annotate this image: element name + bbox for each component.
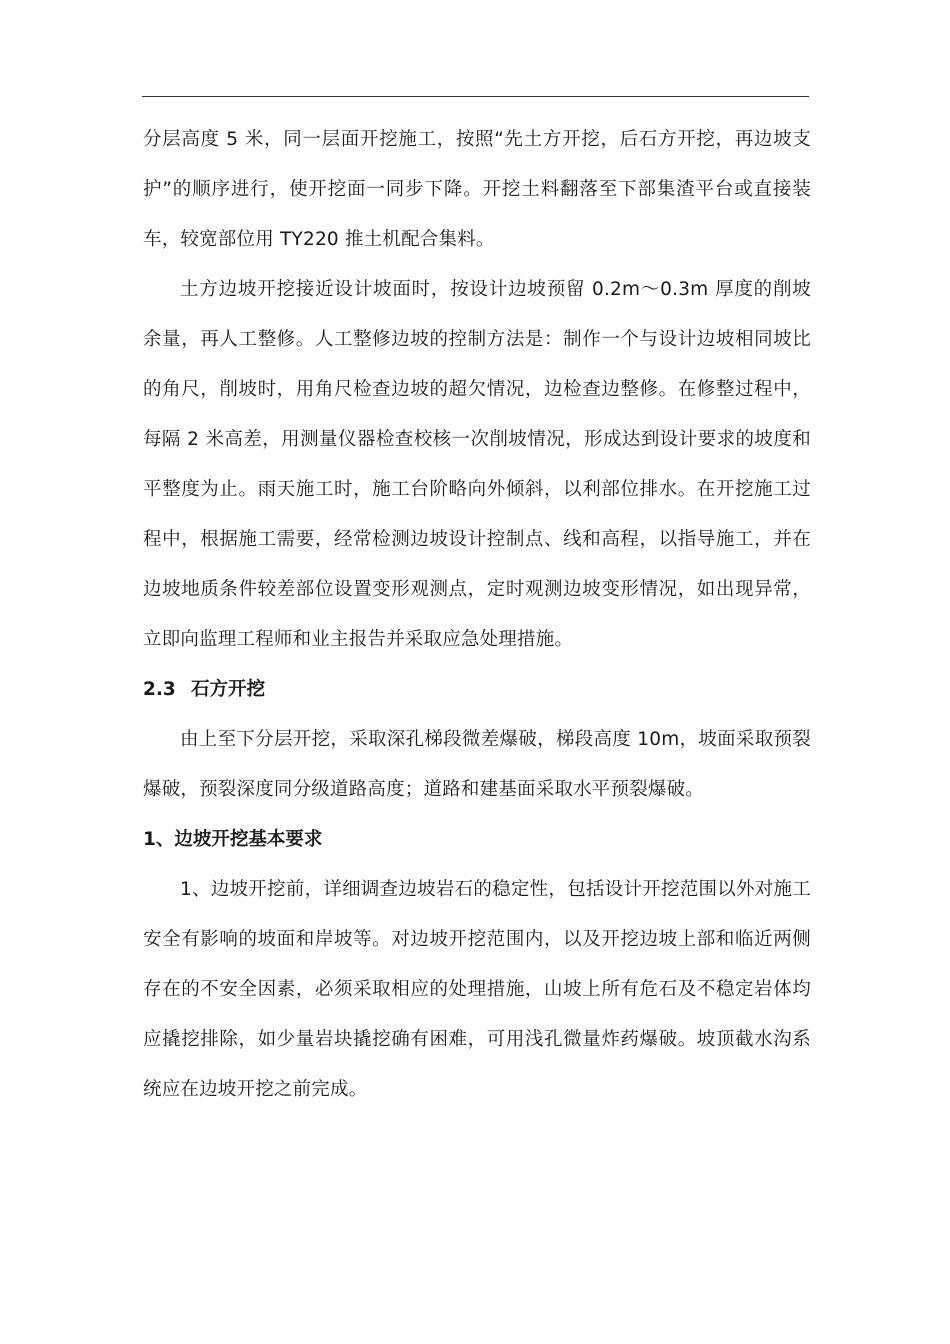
subsection-paragraph: 1、边坡开挖前，详细调查边坡岩石的稳定性，包括设计开挖范围以外对施工安全有影响的坡面和岸坡等。对边坡开挖范围内，以及开挖边坡上部和临近两侧存在的不安全因素，必须采取相应的处理措施，山坡上所有危石及不稳定岩体均应撬挖排除，如少量岩块撬挖确有困难，可用浅孔微量炸药爆破。坡顶截水沟系统应在边坡开挖之前完成。: [143, 879, 811, 1100]
section-number: 2.3: [143, 679, 176, 700]
header-rule: [142, 96, 809, 97]
subsection-heading: 1、边坡开挖基本要求: [143, 829, 323, 850]
section-heading: [143, 665, 811, 715]
document-body: [143, 115, 811, 1115]
section-title: 石方开挖: [191, 679, 266, 700]
section-paragraph: 由上至下分层开挖，采取深孔梯段微差爆破，梯段高度 10m，坡面采取预裂爆破，预裂深度同分级道路高度；道路和建基面采取水平预裂爆破。: [143, 729, 811, 800]
paragraph-slope-trimming: 土方边坡开挖接近设计坡面时，按设计边坡预留 0.2m～0.3m 厚度的削坡余量，再人工整修。人工整修边坡的控制方法是：制作一个与设计边坡相同坡比的角尺，削坡时，用角尺检查边坡的超欠情况，边检查边整修。在修整过程中，每隔 2 米高差，用测量仪器检查校核一次削坡情况，形成达到设计要求的坡度和平整度为止。雨天施工时，施工台阶略向外倾斜，以利部位排水。在开挖施工过程中，根据施工需要，经常检测边坡设计控制点、线和高程，以指导施工，并在边坡地质条件较差部位设置变形观测点，定时观测边坡变形情况，如出现异常，立即向监理工程师和业主报告并采取应急处理措施。: [143, 279, 811, 650]
paragraph-continued: 分层高度 5 米，同一层面开挖施工，按照“先土方开挖，后石方开挖，再边坡支护”的顺序进行，使开挖面一同步下降。开挖土料翻落至下部集渣平台或直接装车，较宽部位用 TY220 推土机配合集料。: [143, 129, 811, 250]
